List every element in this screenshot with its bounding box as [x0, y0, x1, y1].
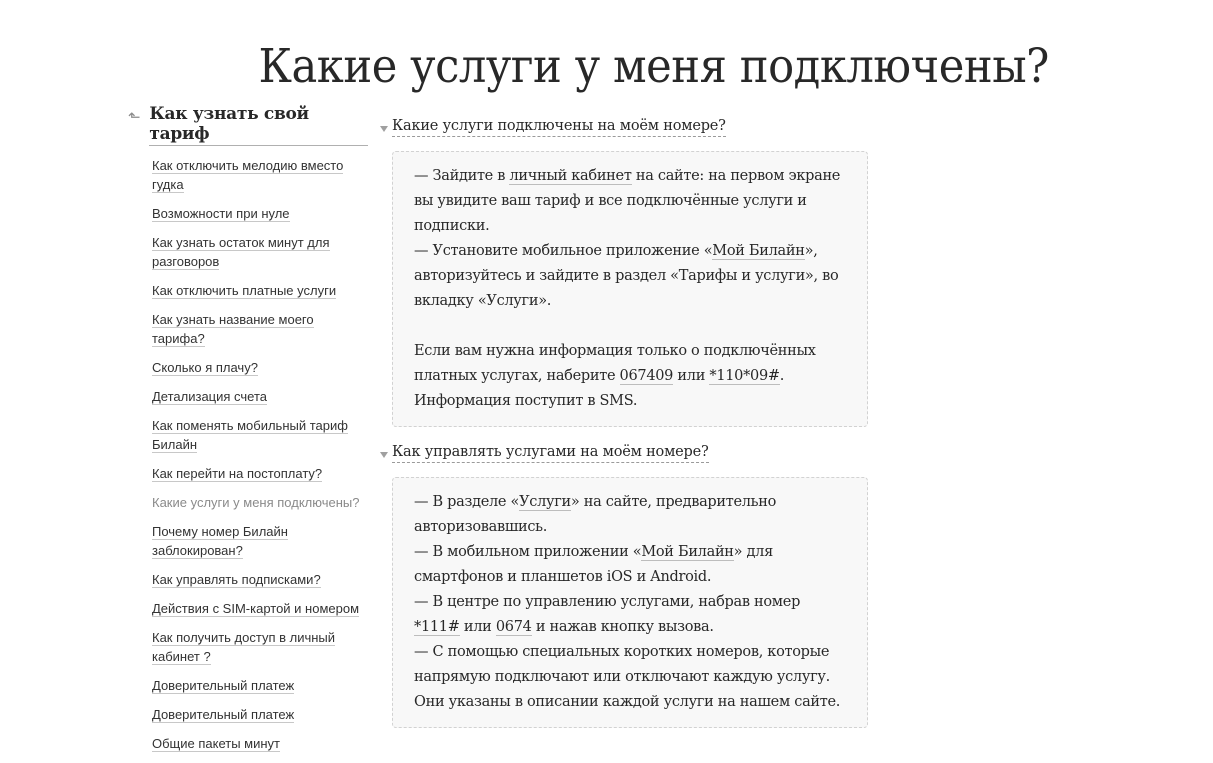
text: » на сайте, предварительно авторизовавшись. — [414, 494, 777, 535]
text: », авторизуйтесь и зайдите в раздел «Тарифы и услуги», во вкладку «Услуги». — [414, 243, 839, 309]
triangle-down-icon — [380, 126, 388, 132]
sidebar-item — [152, 522, 368, 560]
sidebar-link[interactable]: Детализация счета — [152, 389, 268, 404]
sidebar-item — [152, 705, 368, 724]
sidebar-nav — [128, 104, 368, 763]
answer-paragraph: — С помощью специальных коротких номеров, которые напрямую подключают или отключают каждую услугу. Они указаны в описании каждой услуги на нашем сайте. — [414, 644, 841, 710]
sidebar-link[interactable]: Как узнать название моего тарифа? — [152, 312, 314, 346]
text: — В мобильном приложении « — [414, 544, 642, 560]
ussd-code-link[interactable]: *111# — [414, 619, 460, 635]
page-title: Какие услуги у меня подключены? — [258, 39, 1049, 95]
sidebar-link[interactable]: Как узнать остаток минут для разговоров — [152, 235, 330, 269]
arrow-up-icon: ⬑ — [128, 109, 141, 126]
text: » для смартфонов и планшетов iOS и Android. — [414, 544, 773, 585]
sidebar-link[interactable]: Действия с SIM-картой и номером — [152, 601, 360, 616]
text: — В центре по управлению услугами, набрав номер — [414, 594, 801, 610]
sidebar-link[interactable]: Как отключить платные услуги — [152, 283, 337, 298]
answer-paragraph — [414, 339, 847, 414]
ussd-code-link[interactable]: *110*09# — [709, 368, 780, 384]
sidebar-link[interactable]: Как получить доступ в личный кабинет ? — [152, 630, 336, 664]
services-link[interactable]: Услуги — [519, 494, 571, 510]
personal-account-link[interactable]: личный кабинет — [509, 168, 632, 184]
sidebar-item — [152, 464, 368, 483]
triangle-down-icon — [380, 452, 388, 458]
question-label[interactable]: Какие услуги подключены на моём номере? — [392, 118, 726, 137]
sidebar-item — [152, 676, 368, 695]
answer-paragraph — [414, 490, 847, 540]
text: или — [673, 368, 710, 384]
text: — В разделе « — [414, 494, 520, 510]
text: — Установите мобильное приложение « — [414, 243, 713, 259]
sidebar-item — [152, 570, 368, 589]
sidebar-link[interactable]: Возможности при нуле — [152, 206, 290, 221]
sidebar-parent — [128, 104, 368, 146]
sidebar-link[interactable]: Доверительный платеж — [152, 678, 295, 693]
phone-code-link[interactable]: 0674 — [495, 619, 532, 635]
sidebar-link[interactable]: Как отключить мелодию вместо гудка — [152, 158, 344, 192]
sidebar-link[interactable]: Сколько я плачу? — [152, 360, 258, 375]
text: или — [459, 619, 496, 635]
sidebar-item — [152, 233, 368, 271]
text: . Информация поступит в SMS. — [414, 368, 785, 409]
sidebar-item — [152, 734, 368, 753]
sidebar-item — [152, 156, 368, 194]
sidebar-item — [152, 628, 368, 666]
answer-paragraph — [414, 540, 847, 590]
sidebar-item — [152, 281, 368, 300]
sidebar-item — [152, 387, 368, 406]
sidebar-item — [152, 599, 368, 618]
sidebar-link[interactable]: Как перейти на постоплату? — [152, 466, 323, 481]
phone-code-link[interactable]: 067409 — [619, 368, 674, 384]
text: на сайте: на первом экране вы увидите ваш тариф и все подключённые услуги и подписки. — [414, 168, 841, 234]
faq-question-2[interactable] — [380, 444, 915, 463]
text: Если вам нужна информация только о подключённых платных услугах, наберите — [414, 343, 816, 384]
answer-paragraph — [414, 590, 847, 640]
answer-paragraph — [414, 164, 847, 239]
sidebar-link[interactable]: Как поменять мобильный тариф Билайн — [152, 418, 348, 452]
sidebar-link[interactable]: Почему номер Билайн заблокирован? — [152, 524, 288, 558]
faq-content — [380, 118, 915, 745]
text: — Зайдите в — [414, 168, 510, 184]
parent-link[interactable]: Как узнать свой тариф — [149, 104, 368, 146]
sidebar-link[interactable]: Доверительный платеж — [152, 707, 295, 722]
sidebar-item — [152, 358, 368, 377]
sidebar-current-label: Какие услуги у меня подключены? — [152, 495, 360, 510]
sidebar-item — [152, 416, 368, 454]
sidebar-item-current — [152, 493, 368, 512]
my-beeline-link[interactable]: Мой Билайн — [641, 544, 734, 560]
spacer — [414, 314, 847, 339]
sidebar-link[interactable]: Общие пакеты минут — [152, 736, 281, 751]
my-beeline-link[interactable]: Мой Билайн — [712, 243, 805, 259]
question-label[interactable]: Как управлять услугами на моём номере? — [392, 444, 709, 463]
sidebar-item — [152, 204, 368, 223]
answer-paragraph — [414, 239, 847, 314]
faq-question-1[interactable] — [380, 118, 915, 137]
sidebar-item — [152, 310, 368, 348]
sidebar-link[interactable]: Как управлять подписками? — [152, 572, 321, 587]
sidebar-list — [128, 156, 368, 753]
faq-answer-1 — [392, 151, 868, 427]
faq-answer-2 — [392, 477, 868, 728]
text: и нажав кнопку вызова. — [531, 619, 714, 635]
